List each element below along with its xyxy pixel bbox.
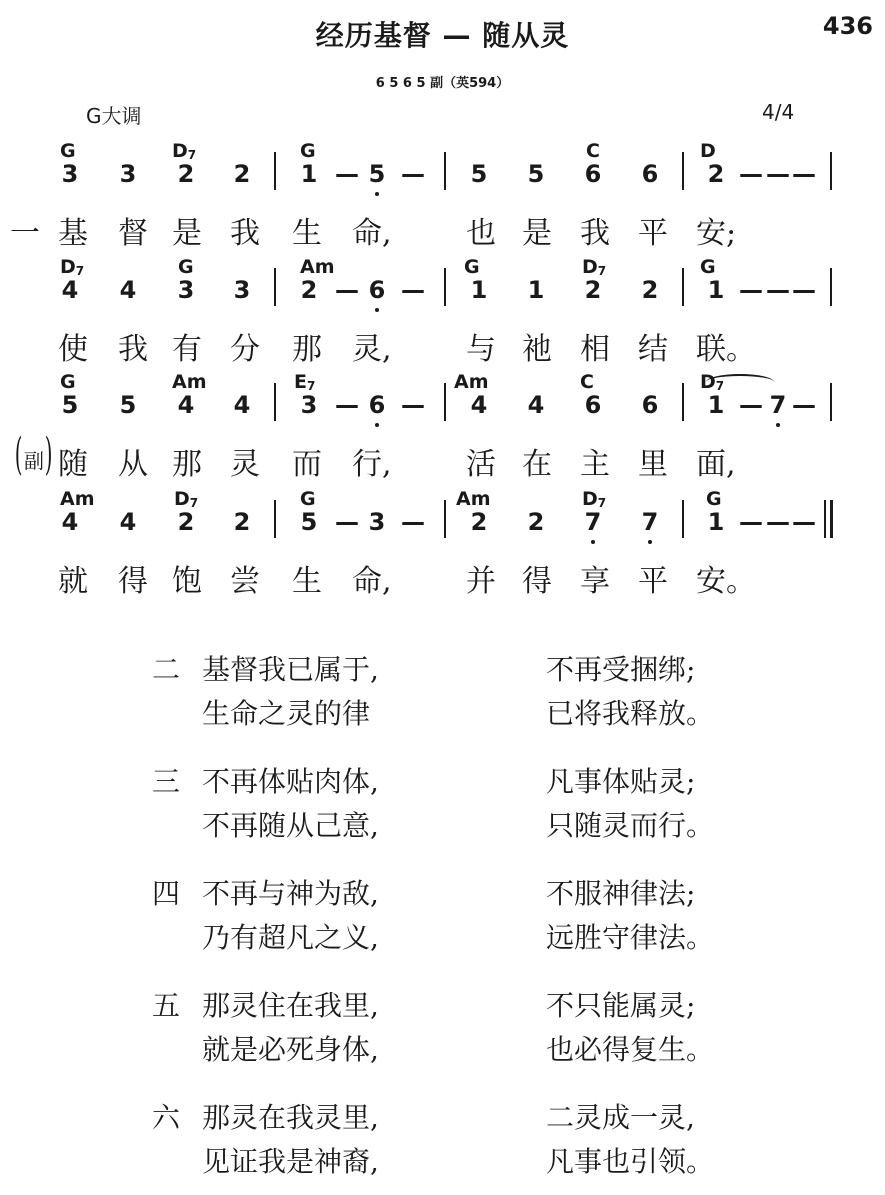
barline [682, 268, 684, 306]
note-number: 4 [177, 391, 195, 419]
lyric-word: 灵, [352, 332, 392, 367]
chord-symbol: G [60, 371, 76, 393]
verse-line: 基督我已属于, [202, 653, 379, 686]
lyric-word: 相 [580, 332, 610, 367]
verse-line: 乃有超凡之义, [202, 921, 379, 954]
note-number: 5 [300, 508, 318, 536]
chorus-label: 副 [24, 449, 44, 473]
note-number: 6 [365, 276, 389, 304]
verse-line: 就是必死身体, [202, 1033, 379, 1066]
note-number: 2 [233, 508, 251, 536]
key-signature: G大调 [86, 104, 142, 128]
chord-symbol: G [300, 140, 316, 162]
hymn-title: 经历基督 — 随从灵 [315, 19, 570, 52]
octave-dot [375, 192, 379, 196]
lyric-word: 生 [292, 216, 322, 251]
hymn-number: 436 [822, 12, 873, 40]
barline [830, 268, 832, 306]
note-number: 2 [177, 160, 195, 188]
chord-symbol: $E_7$ [294, 371, 316, 393]
verse-number: 四 [152, 877, 181, 910]
barline [824, 500, 826, 538]
lyric-word: 活 [466, 447, 496, 482]
time-signature: 4/4 [762, 100, 795, 124]
note-number: 4 [527, 391, 545, 419]
hold-dash: — [766, 276, 790, 304]
lyric-word: 使 [58, 332, 88, 367]
note-number: 3 [368, 508, 386, 536]
chord-symbol: G [464, 256, 480, 278]
hymn-meter: 6 5 6 5 副（英594） [375, 76, 510, 91]
lyric-word: 我 [230, 216, 260, 251]
verse-line: 只随灵而行。 [546, 809, 715, 842]
lyric-word: 面, [696, 447, 736, 482]
note-number: 1 [470, 276, 488, 304]
note-number: 2 [707, 160, 725, 188]
note-number: 7 [638, 508, 662, 536]
barline [444, 500, 446, 538]
lyric-word: 生 [292, 564, 322, 599]
hold-dash: — [739, 160, 763, 188]
hold-dash: — [401, 391, 425, 419]
octave-dot [375, 423, 379, 427]
hold-dash: — [792, 508, 816, 536]
verse-line: 不再与神为敌, [202, 877, 379, 910]
hold-dash: — [401, 160, 425, 188]
verse-line: 凡事也引领。 [546, 1145, 715, 1178]
note-number: 3 [61, 160, 79, 188]
lyric-word: 平 [638, 564, 668, 599]
chord-symbol: C [586, 140, 600, 162]
lyric-word: 分 [230, 332, 260, 367]
barline [682, 383, 684, 421]
verse-line: 见证我是神裔, [202, 1145, 379, 1178]
chord-symbol: D [700, 140, 716, 162]
lyric-word: 是 [522, 216, 552, 251]
chord-symbol: Am [456, 488, 491, 510]
hold-dash: — [401, 508, 425, 536]
chord-symbol: $D_7$ [60, 256, 85, 278]
verse-line: 不只能属灵; [546, 989, 696, 1022]
note-number: 1 [707, 508, 725, 536]
lyric-word: 就 [58, 564, 88, 599]
note-number: 5 [470, 160, 488, 188]
hold-dash: — [335, 391, 359, 419]
lyric-word: 安。 [696, 564, 756, 599]
verse-number: 二 [152, 653, 181, 686]
note-number: 2 [584, 276, 602, 304]
note-number: 4 [470, 391, 488, 419]
chord-symbol: Am [60, 488, 95, 510]
hold-dash: — [401, 276, 425, 304]
note-number: 1 [707, 391, 725, 419]
chorus-paren-right: ) [44, 429, 53, 480]
barline [274, 383, 276, 421]
note-number: 6 [365, 391, 389, 419]
chord-symbol: G [60, 140, 76, 162]
lyric-word: 从 [118, 447, 148, 482]
note-number: 1 [300, 160, 318, 188]
lyric-word: 那 [292, 332, 322, 367]
hold-dash: — [335, 160, 359, 188]
note-number: 5 [61, 391, 79, 419]
note-number: 5 [119, 391, 137, 419]
lyric-word: 得 [118, 564, 148, 599]
note-number: 2 [300, 276, 318, 304]
barline [274, 152, 276, 190]
lyric-word: 有 [172, 332, 202, 367]
lyric-word: 我 [118, 332, 148, 367]
barline [682, 152, 684, 190]
barline [830, 383, 832, 421]
chord-symbol: G [706, 488, 722, 510]
note-number: 5 [365, 160, 389, 188]
hold-dash: — [766, 508, 790, 536]
note-number: 4 [233, 391, 251, 419]
lyric-word: 享 [580, 564, 610, 599]
barline [830, 152, 832, 190]
lyric-word: 并 [466, 564, 496, 599]
chord-symbol: G [700, 256, 716, 278]
lyric-word: 而 [292, 447, 322, 482]
lyric-word: 饱 [172, 564, 202, 599]
hold-dash: — [766, 160, 790, 188]
note-number: 6 [584, 160, 602, 188]
note-number: 3 [233, 276, 251, 304]
hold-dash: — [335, 276, 359, 304]
lyric-word: 安; [696, 216, 737, 251]
note-number: 2 [177, 508, 195, 536]
note-number: 3 [177, 276, 195, 304]
lyric-word: 在 [522, 447, 552, 482]
octave-dot [591, 540, 595, 544]
note-number: 6 [641, 160, 659, 188]
verse-number: 一 [10, 216, 40, 251]
chord-symbol: Am [300, 256, 335, 278]
chorus-paren-left: ( [14, 429, 23, 480]
lyric-word: 那 [172, 447, 202, 482]
hold-dash: — [792, 391, 816, 419]
octave-dot [648, 540, 652, 544]
lyric-word: 得 [522, 564, 552, 599]
verse-line: 也必得复生。 [546, 1033, 715, 1066]
hold-dash: — [792, 160, 816, 188]
barline [274, 500, 276, 538]
verse-line: 凡事体贴灵; [546, 765, 696, 798]
verse-line: 那灵住在我里, [202, 989, 379, 1022]
lyric-word: 灵 [230, 447, 260, 482]
hold-dash: — [739, 508, 763, 536]
lyric-word: 平 [638, 216, 668, 251]
verse-line: 那灵在我灵里, [202, 1101, 379, 1134]
chord-symbol: G [178, 256, 194, 278]
lyric-word: 基 [58, 216, 88, 251]
octave-dot [776, 423, 780, 427]
chord-symbol: G [300, 488, 316, 510]
lyric-word: 主 [580, 447, 610, 482]
lyric-word: 里 [638, 447, 668, 482]
chord-symbol: $D_7$ [174, 488, 199, 510]
lyric-word: 随 [58, 447, 88, 482]
octave-dot [375, 308, 379, 312]
verse-line: 不再体贴肉体, [202, 765, 379, 798]
verse-number: 三 [152, 765, 181, 798]
lyric-word: 尝 [230, 564, 260, 599]
verse-line: 不再受捆绑; [546, 653, 696, 686]
note-number: 4 [119, 276, 137, 304]
note-number: 1 [707, 276, 725, 304]
verse-number: 五 [152, 989, 181, 1022]
slur-mark [706, 374, 774, 390]
chord-symbol: $D_7$ [582, 488, 607, 510]
lyric-word: 督 [118, 216, 148, 251]
note-number: 2 [470, 508, 488, 536]
barline [444, 268, 446, 306]
note-number: 3 [119, 160, 137, 188]
verse-line: 已将我释放。 [546, 697, 715, 730]
final-barline [830, 500, 833, 538]
barline [682, 500, 684, 538]
note-number: 2 [233, 160, 251, 188]
note-number: 3 [300, 391, 318, 419]
note-number: 6 [584, 391, 602, 419]
barline [274, 268, 276, 306]
verse-line: 不再随从己意, [202, 809, 379, 842]
chord-symbol: $D_7$ [582, 256, 607, 278]
verse-line: 不服神律法; [546, 877, 696, 910]
chord-symbol: Am [454, 371, 489, 393]
verse-line: 远胜守律法。 [546, 921, 715, 954]
barline [444, 383, 446, 421]
verse-line: 二灵成一灵, [546, 1101, 695, 1134]
note-number: 5 [527, 160, 545, 188]
lyric-word: 结 [638, 332, 668, 367]
lyric-word: 与 [466, 332, 496, 367]
note-number: 4 [61, 508, 79, 536]
hold-dash: — [739, 276, 763, 304]
hold-dash: — [335, 508, 359, 536]
chord-symbol: $D_7$ [172, 140, 197, 162]
hold-dash: — [739, 391, 763, 419]
lyric-word: 联。 [696, 332, 756, 367]
hold-dash: — [792, 276, 816, 304]
note-number: 2 [641, 276, 659, 304]
chord-symbol: Am [172, 371, 207, 393]
note-number: 7 [766, 391, 790, 419]
note-number: 2 [527, 508, 545, 536]
lyric-word: 也 [466, 216, 496, 251]
lyric-word: 是 [172, 216, 202, 251]
lyric-word: 命, [352, 216, 392, 251]
verse-line: 生命之灵的律 [202, 697, 371, 730]
note-number: 4 [61, 276, 79, 304]
note-number: 6 [641, 391, 659, 419]
barline [444, 152, 446, 190]
lyric-word: 行, [352, 447, 392, 482]
note-number: 1 [527, 276, 545, 304]
chord-symbol: $D_7$ [700, 371, 725, 393]
lyric-word: 我 [580, 216, 610, 251]
chord-symbol: C [580, 371, 594, 393]
note-number: 7 [581, 508, 605, 536]
lyric-word: 祂 [522, 332, 552, 367]
lyric-word: 命, [352, 564, 392, 599]
note-number: 4 [119, 508, 137, 536]
verse-number: 六 [152, 1101, 181, 1134]
